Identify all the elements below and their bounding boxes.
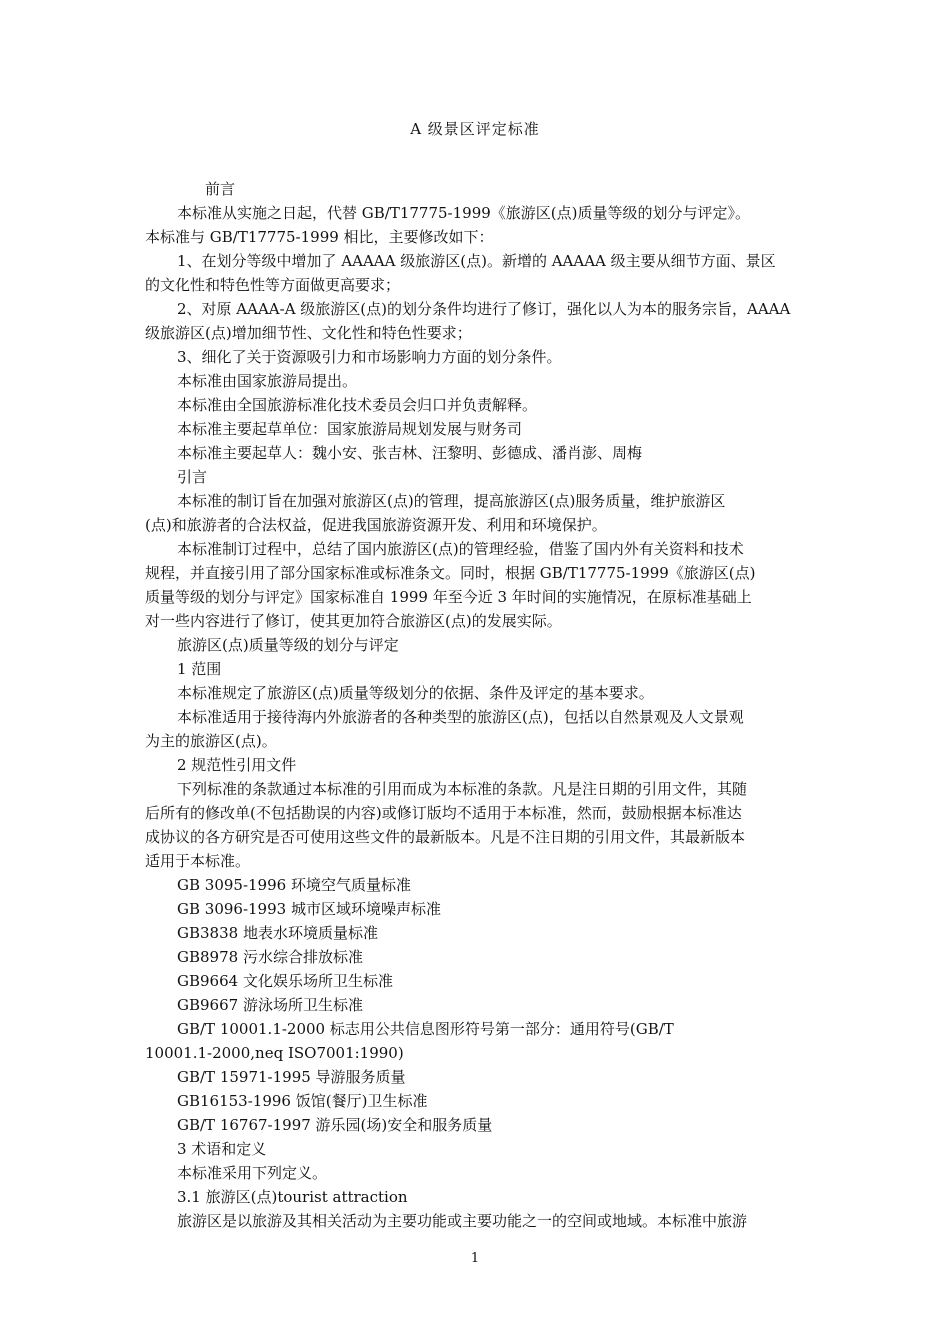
section-heading-scope: 1 范围 xyxy=(177,660,222,678)
document-body xyxy=(145,177,810,1233)
paragraph-line: 本标准主要起草单位：国家旅游局规划发展与财务司 xyxy=(177,420,523,438)
list-item-line: 1、在划分等级中增加了 AAAAA 级旅游区(点)。新增的 AAAAA 级主要从细节方面、景区 xyxy=(177,252,776,270)
paragraph-line: 旅游区是以旅游及其相关活动为主要功能或主要功能之一的空间或地域。本标准中旅游 xyxy=(177,1212,748,1230)
paragraph-line: 为主的旅游区(点)。 xyxy=(145,732,277,750)
paragraph-line: 适用于本标准。 xyxy=(145,852,251,870)
list-item-line: 3、细化了关于资源吸引力和市场影响力方面的划分条件。 xyxy=(177,348,562,366)
list-item-line: 2、对原 AAAA-A 级旅游区(点)的划分条件均进行了修订，强化以人为本的服务宗旨，AAAA xyxy=(177,300,791,318)
reference-item: GB9667 游泳场所卫生标准 xyxy=(177,996,363,1014)
paragraph-line: (点)和旅游者的合法权益，促进我国旅游资源开发、利用和环境保护。 xyxy=(145,516,607,534)
term-heading: 3.1 旅游区(点)tourist attraction xyxy=(177,1188,408,1206)
section-heading-foreword: 前言 xyxy=(205,180,236,198)
section-heading-introduction: 引言 xyxy=(177,468,208,486)
reference-item: GB/T 15971-1995 导游服务质量 xyxy=(177,1068,406,1086)
reference-item: GB 3095-1996 环境空气质量标准 xyxy=(177,876,411,894)
paragraph-line: 本标准的制订旨在加强对旅游区(点)的管理，提高旅游区(点)服务质量，维护旅游区 xyxy=(177,492,726,510)
reference-item: GB3838 地表水环境质量标准 xyxy=(177,924,378,942)
paragraph-line: 本标准由国家旅游局提出。 xyxy=(177,372,358,390)
page-number: 1 xyxy=(470,1251,480,1266)
paragraph-line: 本标准制订过程中，总结了国内旅游区(点)的管理经验，借鉴了国内外有关资料和技术 xyxy=(177,540,744,558)
list-item-line: 级旅游区(点)增加细节性、文化性和特色性要求； xyxy=(145,324,472,342)
standard-title: 旅游区(点)质量等级的划分与评定 xyxy=(177,636,399,654)
reference-item: GB/T 10001.1-2000 标志用公共信息图形符号第一部分：通用符号(GB/T xyxy=(177,1020,674,1038)
paragraph-line: 本标准采用下列定义。 xyxy=(177,1164,328,1182)
paragraph-line: 本标准规定了旅游区(点)质量等级划分的依据、条件及评定的基本要求。 xyxy=(177,684,654,702)
document-title: A 级景区评定标准 xyxy=(410,120,540,138)
paragraph-line: 规程，并直接引用了部分国家标准或标准条文。同时，根据 GB/T17775-1999《旅游区(点) xyxy=(145,564,756,582)
reference-item: GB 3096-1993 城市区域环境噪声标准 xyxy=(177,900,441,918)
paragraph-line: 下列标准的条款通过本标准的引用而成为本标准的条款。凡是注日期的引用文件，其随 xyxy=(177,780,748,798)
paragraph-line: 本标准主要起草人：魏小安、张吉林、汪黎明、彭德成、潘肖澎、周梅 xyxy=(177,444,643,462)
reference-item: 10001.1-2000,neq ISO7001:1990) xyxy=(145,1044,404,1062)
reference-item: GB16153-1996 饭馆(餐厅)卫生标准 xyxy=(177,1092,428,1110)
paragraph-line: 对一些内容进行了修订，使其更加符合旅游区(点)的发展实际。 xyxy=(145,612,562,630)
section-heading-references: 2 规范性引用文件 xyxy=(177,756,297,774)
paragraph-line: 本标准从实施之日起，代替 GB/T17775-1999《旅游区(点)质量等级的划分与评定》。 xyxy=(177,204,750,222)
paragraph-line: 本标准与 GB/T17775-1999 相比，主要修改如下： xyxy=(145,228,494,246)
paragraph-line: 后所有的修改单(不包括勘误的内容)或修订版均不适用于本标准，然而，鼓励根据本标准达 xyxy=(145,804,742,822)
reference-item: GB8978 污水综合排放标准 xyxy=(177,948,363,966)
paragraph-line: 本标准适用于接待海内外旅游者的各种类型的旅游区(点)，包括以自然景观及人文景观 xyxy=(177,708,744,726)
reference-item: GB/T 16767-1997 游乐园(场)安全和服务质量 xyxy=(177,1116,493,1134)
section-heading-terms: 3 术语和定义 xyxy=(177,1140,267,1158)
paragraph-line: 成协议的各方研究是否可使用这些文件的最新版本。凡是不注日期的引用文件，其最新版本 xyxy=(145,828,746,846)
paragraph-line: 本标准由全国旅游标准化技术委员会归口并负责解释。 xyxy=(177,396,538,414)
list-item-line: 的文化性和特色性等方面做更高要求； xyxy=(145,276,401,294)
reference-item: GB9664 文化娱乐场所卫生标准 xyxy=(177,972,393,990)
paragraph-line: 质量等级的划分与评定》国家标准自 1999 年至今近 3 年时间的实施情况，在原标准基础上 xyxy=(145,588,752,606)
